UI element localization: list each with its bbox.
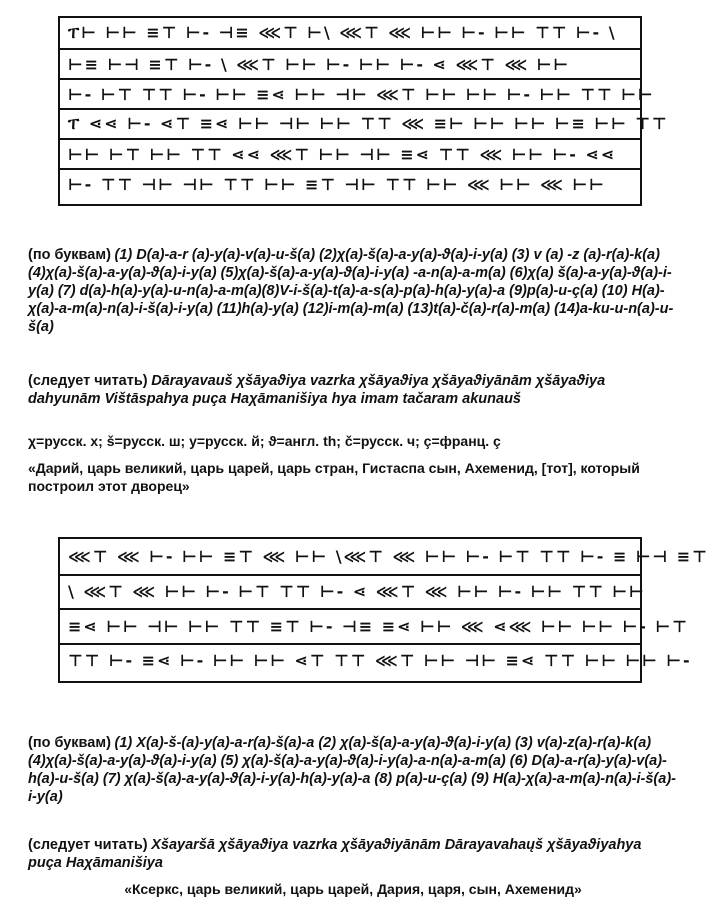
read-as-label: (следует читать) bbox=[28, 837, 148, 853]
letters-label: (по буквам) bbox=[28, 247, 111, 263]
cuneiform-inscription-2 bbox=[58, 537, 709, 683]
cuneiform-line: \ ⋘⊤ ⋘ ⊢⊢ ⊢- ⊢⊤ ⊤⊤ ⊢- ⋖ ⋘⊤ ⋘ ⊢⊢ ⊢- ⊢⊢ ⊤⊤ ⊢⊢ bbox=[60, 574, 640, 609]
cuneiform-inscription-1 bbox=[58, 16, 669, 206]
cuneiform-line: ≡⋖ ⊢⊢ ⊣⊢ ⊢⊢ ⊤⊤ ≡⊤ ⊢- ⊣≡ ≡⋖ ⊢⊢ ⋘ ⋖⋘ ⊢⊢ ⊢⊢ ⊢- ⊢⊤ bbox=[60, 608, 640, 643]
letter-transliteration: (1) X(a)-š-(a)-y(a)-a-r(a)-š(a)-a (2) χ(a)-š(a)-a-y(a)-ϑ(a)-i-y(a) (3) v(a)-z(a)-r(a)-k(a) (4)χ(a)-š(a)-a-y(a)-ϑ(a)-i-y(a) (5) χ(a)-š(a)-a-y(a)-ϑ(a)-i-y(a)-a-n(a)-a-m(a) (6) D(a)-a-r(a)-y(a)-v(a)-h(a)-u-š(a) (7) χ(a)-š(a)-a-y(a)-ϑ(a)-i-y(a)-h(a)-y(a)-a (8) p(a)-u-ç(a) (9) H(a)-χ(a)-a-m(a)-n(a)-i-š(a)-i-y(a) bbox=[28, 735, 676, 805]
reading-1 bbox=[28, 372, 678, 408]
read-as-label: (следует читать) bbox=[28, 373, 148, 389]
cuneiform-line: ⊢⊢ ⊢⊤ ⊢⊢ ⊤⊤ ⋖⋖ ⋘⊤ ⊢⊢ ⊣⊢ ≡⋖ ⊤⊤ ⋘ ⊢⊢ ⊢- ⋖⋖ bbox=[60, 138, 640, 168]
transliteration-2 bbox=[28, 734, 678, 806]
cuneiform-line: ⋘⊤ ⋘ ⊢- ⊢⊢ ≡⊤ ⋘ ⊢⊢ \⋘⊤ ⋘ ⊢⊢ ⊢- ⊢⊤ ⊤⊤ ⊢- ≡ ⊢⊣ ≡⊤ bbox=[68, 546, 709, 566]
reading-text: Dārayavauš χšāyaϑiya vazrka χšāyaϑiya χšāyaϑiyānām χšāyaϑiya dahyunām Vištāspahya puça Haχāmanišiya hya imam tačaram akunauš bbox=[28, 373, 606, 407]
reading-text: Xšayaršā χšāyaϑiya vazrka χšāyaϑiyānām Dārayavahaųš χšāyaϑiyahya puça Haχāmanišiya bbox=[28, 837, 642, 871]
reading-2 bbox=[28, 836, 678, 872]
cuneiform-line: ⊢- ⊢⊤ ⊤⊤ ⊢- ⊢⊢ ≡⋖ ⊢⊢ ⊣⊢ ⋘⊤ ⊢⊢ ⊢⊢ ⊢- ⊢⊢ ⊤⊤ ⊢⊢ bbox=[60, 78, 640, 108]
letters-label: (по буквам) bbox=[28, 735, 111, 751]
cuneiform-line: ⊢≡ ⊢⊣ ≡⊤ ⊢- \ ⋘⊤ ⊢⊢ ⊢- ⊢⊢ ⊢- ⋖ ⋘⊤ ⋘ ⊢⊢ bbox=[60, 48, 640, 78]
translation-2: «Ксеркс, царь великий, царь царей, Дария, царя, сын, Ахеменид» bbox=[124, 881, 582, 897]
phonetic-key: χ=русск. х; š=русск. ш; y=русск. й; ϑ=англ. th; č=русск. ч; ç=франц. ç bbox=[28, 433, 501, 449]
cuneiform-line: ፐ⊢ ⊢⊢ ≡⊤ ⊢- ⊣≡ ⋘⊤ ⊢\ ⋘⊤ ⋘ ⊢⊢ ⊢- ⊢⊢ ⊤⊤ ⊢- \ bbox=[68, 23, 617, 42]
translation-1: «Дарий, царь великий, царь царей, царь стран, Гистаспа сын, Ахеменид, [тот], который построил этот дворец» bbox=[28, 460, 640, 494]
cuneiform-line: ⊤⊤ ⊢- ≡⋖ ⊢- ⊢⊢ ⊢⊢ ⋖⊤ ⊤⊤ ⋘⊤ ⊢⊢ ⊣⊢ ≡⋖ ⊤⊤ ⊢⊢ ⊢⊢ ⊢- bbox=[60, 643, 640, 678]
cuneiform-line: ⊢- ⊤⊤ ⊣⊢ ⊣⊢ ⊤⊤ ⊢⊢ ≡⊤ ⊣⊢ ⊤⊤ ⊢⊢ ⋘ ⊢⊢ ⋘ ⊢⊢ bbox=[60, 168, 640, 198]
cuneiform-line: ፐ ⋖⋖ ⊢- ⋖⊤ ≡⋖ ⊢⊢ ⊣⊢ ⊢⊢ ⊤⊤ ⋘ ≡⊢ ⊢⊢ ⊢⊢ ⊢≡ ⊢⊢ ⊤⊤ bbox=[60, 108, 640, 138]
transliteration-1 bbox=[28, 246, 678, 336]
letter-transliteration: (1) D(a)-a-r (a)-y(a)-v(a)-u-š(a) (2)χ(a)-š(a)-a-y(a)-ϑ(a)-i-y(a) (3) v (a) -z (a)-r(a)-k(a) (4)χ(a)-š(a)-a-y(a)-ϑ(a)-i-y(a) (5)χ(a)-š(a)-a-y(a)-ϑ(a)-i-y(a) -a-n(a)-a-m(a) (6)χ(a) š(a)-a-y(a)-ϑ(a)-i-y(a) (7) d(a)-h(a)-y(a)-u-n(a)-a-m(a)(8)V-i-š(a)-t(a)-a-s(a)-p(a)-h(a)-y(a)-a (9)p(a)-u-ç(a) (10) H(a)-χ(a)-a-m(a)-n(a)-i-š(a)-i-y(a) (11)h(a)-y(a) (12)i-m(a)-m(a) (13)t(a)-č(a)-r(a)-m(a) (14)a-ku-u-n(a)-u-š(a) bbox=[28, 247, 674, 335]
